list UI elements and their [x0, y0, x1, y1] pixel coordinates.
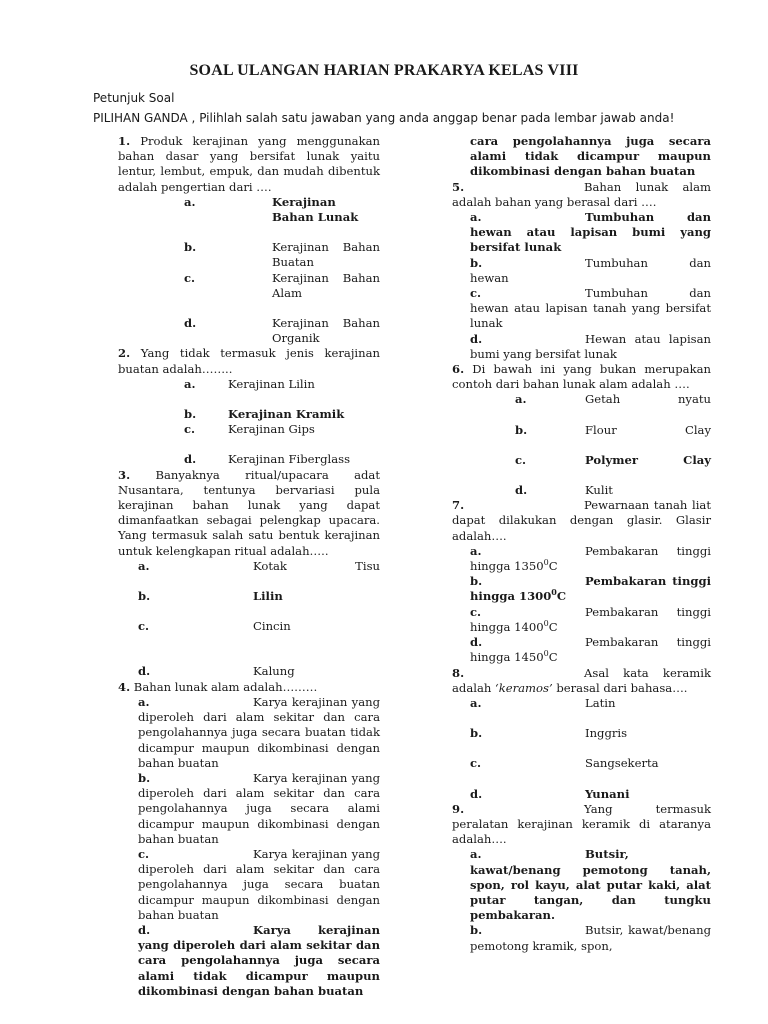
question-number: 6.	[452, 362, 465, 377]
q1-option-c[interactable]: c. Kerajinan Bahan Alam	[184, 270, 380, 300]
q9-option-a[interactable]: a. Butsir, kawat/benang pemotong tanah, spon, rol kayu, alat putar kaki, alat putar tangan, dan tungku pembakaran.	[470, 847, 711, 923]
q8-option-d[interactable]: d. Yunani	[470, 786, 630, 801]
q6-option-a[interactable]: a. Getah nyatu	[515, 392, 711, 407]
question-number: 2.	[118, 346, 131, 361]
q4-option-a[interactable]: a. Karya kerajinan yang diperoleh dari alam sekitar dan cara pengolahannya juga secara buatan tidak dicampur maupun dikombinasi dengan bahan buatan	[138, 694, 380, 770]
q7-option-d[interactable]: d. Pembakaran tinggi hingga 1450$^0$C	[470, 635, 711, 665]
q6-option-b[interactable]: b. Flour Clay	[515, 422, 711, 437]
q2-option-b[interactable]: b. Kerajinan Kramik	[184, 407, 345, 422]
question-number: 5.	[452, 179, 465, 194]
q3-option-a[interactable]: a. Kotak Tisu	[138, 558, 380, 573]
q4-option-d-continued: cara pengolahannya juga secara alami tidak dicampur maupun dikombinasi dengan bahan buatan	[470, 134, 711, 179]
right-column	[452, 134, 711, 954]
question-4	[118, 680, 380, 695]
q4-option-d[interactable]: d. Karya kerajinan yang diperoleh dari alam sekitar dan cara pengolahannya juga secara alami tidak dicampur maupun dikombinasi dengan bahan buatan	[138, 922, 380, 998]
question-text: Pewarnaan tanah liat dapat dilakukan dengan glasir. Glasir adalah….	[452, 498, 711, 543]
question-text: Bahan lunak alam adalah bahan yang berasal dari ….	[452, 179, 711, 209]
question-7	[452, 498, 711, 544]
question-text: Yang termasuk peralatan kerajinan keramik di ataranya adalah….	[452, 801, 711, 847]
q8-option-b[interactable]: b. Inggris	[470, 726, 628, 741]
q9-option-b[interactable]: b. Butsir, kawat/benang pemotong kramik, spon,	[470, 923, 711, 953]
q4-option-d-text: Karya kerajinan yang diperoleh dari alam sekitar dan cara pengolahannya juga secara alami tidak dicampur maupun dikombinasi dengan bahan buatan	[138, 922, 380, 998]
q8-option-c[interactable]: c. Sangsekerta	[470, 756, 659, 771]
question-1	[118, 134, 380, 195]
q5-option-c[interactable]: c. Tumbuhan dan hewan atau lapisan tanah yang bersifat lunak	[470, 286, 711, 331]
q1-option-a[interactable]: a. Kerajinan Bahan Lunak	[184, 194, 359, 225]
question-text: Yang tidak termasuk jenis kerajinan buatan adalah……..	[118, 346, 380, 376]
page-title: SOAL ULANGAN HARIAN PRAKARYA KELAS VIII	[189, 62, 579, 79]
q5-option-d[interactable]: d. Hewan atau lapisan bumi yang bersifat lunak	[470, 331, 711, 361]
q6-option-c[interactable]: c. Polymer Clay	[515, 452, 711, 467]
instruction-heading: Petunjuk Soal	[93, 91, 175, 105]
q7-option-a[interactable]: a. Pembakaran tinggi hingga 1350$^0$C	[470, 543, 711, 574]
question-number: 4.	[118, 679, 131, 694]
q8-option-a[interactable]: a. Latin	[470, 695, 616, 710]
question-6	[452, 362, 711, 392]
question-text: Di bawah ini yang bukan merupakan contoh dari bahan lunak alam adalah ….	[452, 362, 711, 392]
question-number: 9.	[452, 801, 465, 816]
question-number: 3.	[118, 467, 131, 482]
instruction-text: PILIHAN GANDA , Pilihlah salah satu jawaban yang anda anggap benar pada lembar jawab anda!	[93, 111, 675, 125]
q3-option-b[interactable]: b. Lilin	[138, 589, 283, 604]
q2-option-d[interactable]: d. Kerajinan Fiberglass	[184, 452, 351, 467]
question-9	[452, 802, 711, 848]
question-text: Bahan lunak alam adalah………	[133, 679, 318, 694]
question-3	[118, 468, 380, 559]
q7-option-b[interactable]: b. Pembakaran tinggi hingga 1300$^0$C	[470, 574, 711, 604]
question-number: 1.	[118, 134, 131, 148]
q5-option-a[interactable]: a. Tumbuhan dan hewan atau lapisan bumi yang bersifat lunak	[470, 210, 711, 255]
q4-option-c[interactable]: c. Karya kerajinan yang diperoleh dari alam sekitar dan cara pengolahannya juga secara buatan dicampur maupun dikombinasi dengan bahan buatan	[138, 846, 380, 922]
q6-option-d[interactable]: d. Kulit	[515, 483, 613, 498]
question-2	[118, 346, 380, 376]
question-number: 8.	[452, 665, 465, 680]
q1-option-d[interactable]: d. Kerajinan Bahan Organik	[184, 316, 380, 346]
question-8: 8. Asal kata keramik adalah ‘keramos’ berasal dari bahasa….	[452, 665, 711, 695]
q3-option-c[interactable]: c. Cincin	[138, 619, 291, 634]
left-column	[118, 134, 380, 999]
q3-option-d[interactable]: d. Kalung	[138, 664, 295, 679]
question-text: Banyaknya ritual/upacara adat Nusantara, tentunya bervariasi pula kerajinan bahan lunak yang dapat dimanfaatkan sebagai pelengkap upacara. Yang termasuk salah satu bentuk kerajinan untuk kelengkapan ritual adalah…..	[118, 467, 381, 558]
question-5	[452, 180, 711, 210]
q2-option-c[interactable]: c. Kerajinan Gips	[184, 422, 315, 437]
q4-option-b[interactable]: b. Karya kerajinan yang diperoleh dari alam sekitar dan cara pengolahannya juga secara alami dicampur maupun dikombinasi dengan bahan buatan	[138, 770, 380, 846]
q5-option-b[interactable]: b. Tumbuhan dan hewan	[470, 255, 711, 285]
question-number: 7.	[452, 498, 465, 513]
q2-option-a[interactable]: a. Kerajinan Lilin	[184, 376, 315, 391]
question-text: Produk kerajinan yang menggunakan bahan dasar yang bersifat lunak yaitu lentur, lembut, empuk, dan mudah dibentuk adalah pengertian dari ….	[118, 134, 380, 194]
q7-option-c[interactable]: c. Pembakaran tinggi hingga 1400$^0$C	[470, 604, 711, 634]
q1-option-b[interactable]: b. Kerajinan Bahan Buatan	[184, 240, 380, 270]
